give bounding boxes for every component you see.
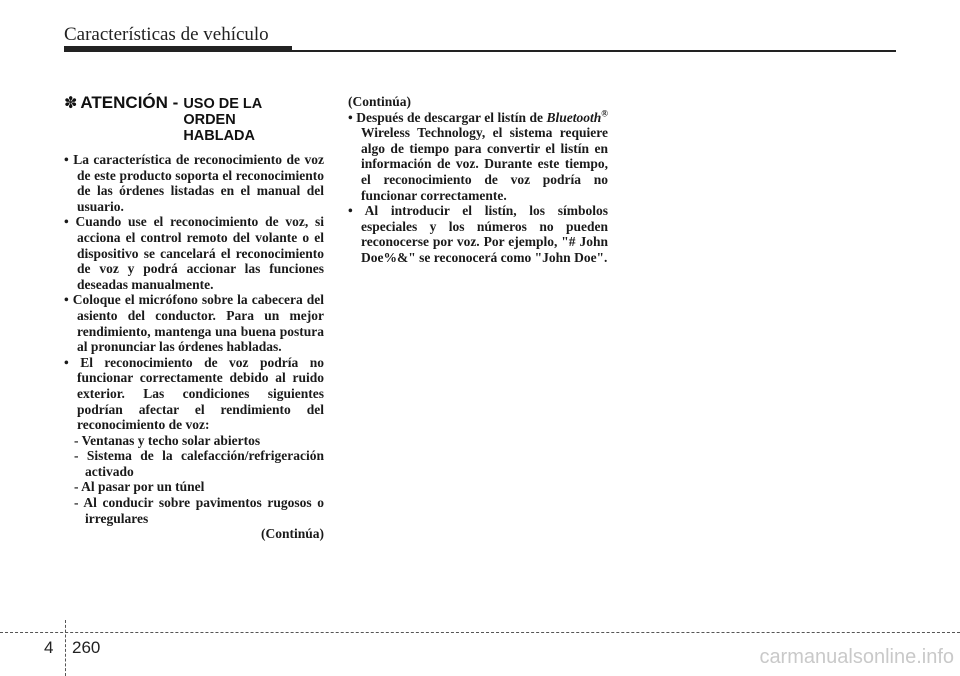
registered-mark: ® <box>601 108 608 119</box>
footer-rule <box>0 632 960 633</box>
sub-item: - Al conducir sobre pavimentos rugosos o irregulares <box>74 495 324 526</box>
bluetooth-term: Bluetooth <box>546 109 602 125</box>
caution-lead-text: ATENCIÓN - <box>80 93 179 112</box>
caution-topic: USO DE LA ORDEN HABLADA <box>183 96 262 144</box>
bullet-item: • Al introducir el listín, los símbolos especiales y los números no pueden reconocerse por voz. Por ejemplo, "# John Doe%&" se reconocerá como "John Doe". <box>348 203 608 265</box>
watermark: carmanualsonline.info <box>759 646 954 668</box>
continued-label: (Continúa) <box>260 526 324 542</box>
bullet-item: • Coloque el micrófono sobre la cabecera del asiento del conductor. Para un mejor rendimiento, mantenga una buena postura al pronunciar las órdenes habladas. <box>64 292 324 355</box>
bullet-text: Wireless Technology, el sistema requiere algo de tiempo para convertir el listín en información de voz. Durante este tiempo, el reconocimiento de voz podría no funcionar correctamente. <box>361 125 608 203</box>
page-header-title: Características de vehículo <box>64 24 269 45</box>
caution-label <box>64 94 178 113</box>
chapter-number: 4 <box>44 638 54 657</box>
header-rule <box>64 50 896 52</box>
right-column <box>348 94 608 266</box>
left-column <box>64 94 324 542</box>
caution-heading <box>64 94 324 144</box>
footer-divider <box>65 620 66 676</box>
sub-item: - Al pasar por un túnel <box>74 479 205 495</box>
continued-label: (Continúa) <box>348 94 412 109</box>
bullet-item: • Cuando use el reconocimiento de voz, si acciona el control remoto del volante o el dispositivo se cancelará el reconocimiento de voz y podrá accionar las funciones deseadas manualmente. <box>64 214 324 292</box>
sub-item: - Ventanas y techo solar abiertos <box>74 432 261 448</box>
bullet-item: • El reconocimiento de voz podría no funcionar correctamente debido al ruido exterior. Las condiciones siguientes podrían afectar el rendimiento del reconocimiento de voz: <box>64 354 324 433</box>
bullet-item <box>348 110 608 204</box>
bullet-item: • La característica de reconocimiento de voz de este producto soporta el reconocimiento de las órdenes listadas en el manual del usuario. <box>64 152 324 214</box>
page-number: 260 <box>72 638 101 657</box>
bullet-text: • Después de descargar el listín de <box>348 109 543 125</box>
sub-item: - Sistema de la calefacción/refrigeración activado <box>74 448 324 479</box>
asterisk-icon: ✽ <box>64 95 78 112</box>
